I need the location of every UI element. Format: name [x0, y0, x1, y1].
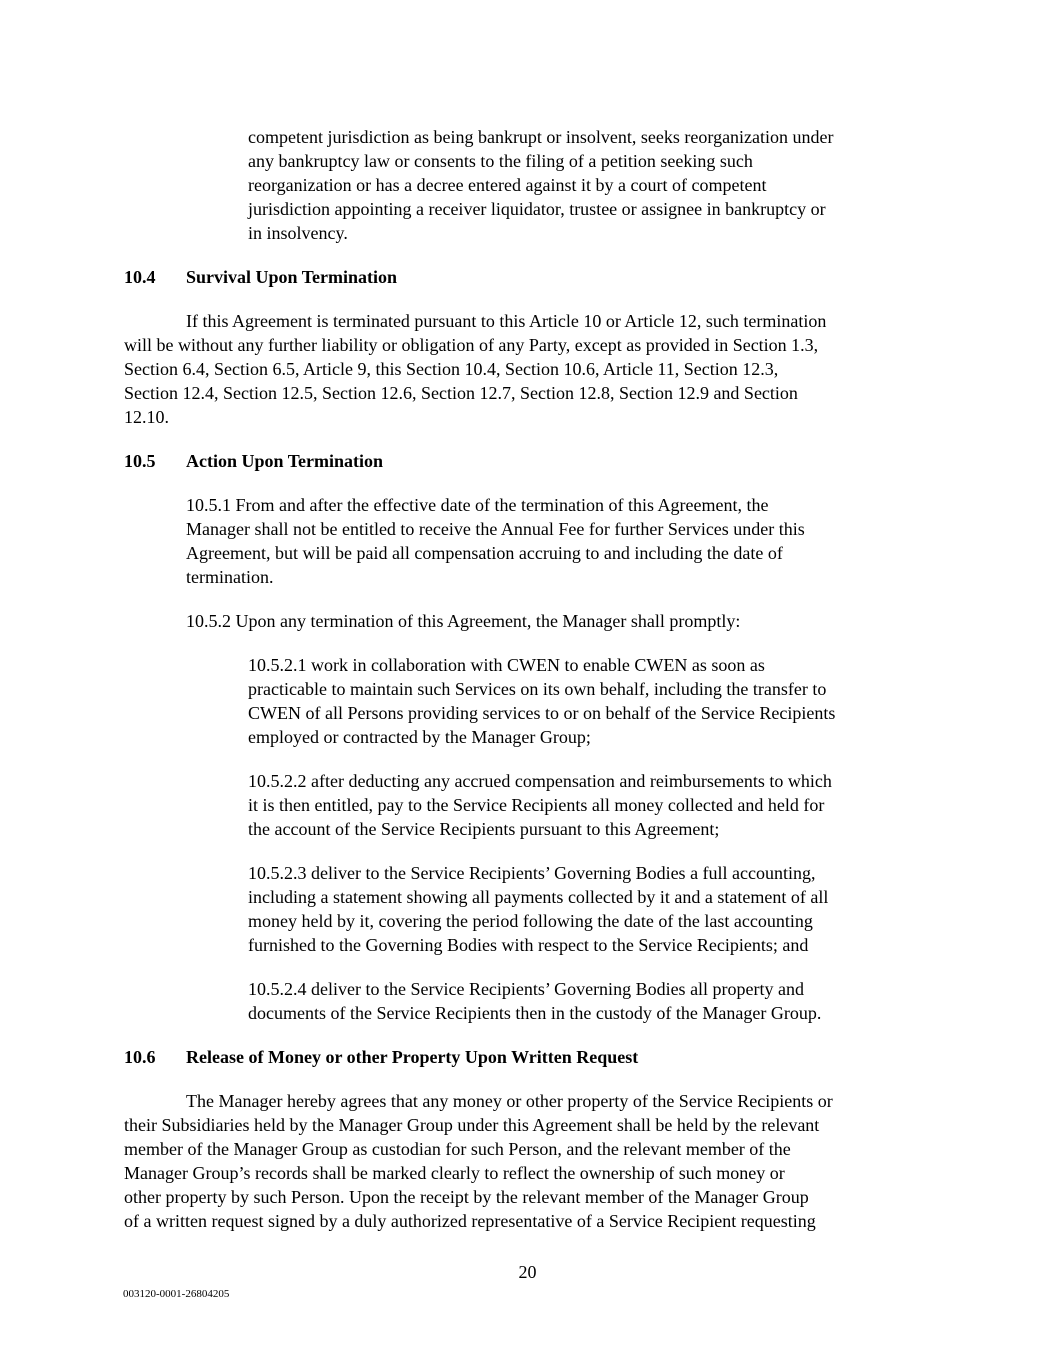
paragraph-line: 10.5.2.4 deliver to the Service Recipients’ Governing Bodies all property and: [248, 979, 805, 999]
paragraph-line: practicable to maintain such Services on its own behalf, including the transfer to: [248, 679, 827, 699]
paragraph-line: CWEN of all Persons providing services to or on behalf of the Service Recipients: [248, 703, 836, 723]
paragraph-line: 10.5.2 Upon any termination of this Agreement, the Manager shall promptly:: [186, 611, 741, 631]
paragraph-line: of a written request signed by a duly authorized representative of a Service Recipient requesting: [124, 1211, 816, 1231]
clause-10-5-2-2: [248, 769, 832, 841]
paragraph-line: 10.5.1 From and after the effective date of the termination of this Agreement, the: [186, 495, 769, 515]
paragraph-line: If this Agreement is terminated pursuant to this Article 10 or Article 12, such termination: [186, 311, 827, 331]
paragraph-line: Manager Group’s records shall be marked clearly to reflect the ownership of such money or: [124, 1163, 785, 1183]
intro-line: jurisdiction appointing a receiver liquidator, trustee or assignee in bankruptcy or: [248, 199, 826, 219]
intro-paragraph: [248, 125, 834, 245]
intro-line: reorganization or has a decree entered against it by a court of competent: [248, 175, 767, 195]
paragraph-line: will be without any further liability or obligation of any Party, except as provided in Section 1.3,: [124, 335, 819, 355]
paragraph-line: Manager shall not be entitled to receive the Annual Fee for further Services under this: [186, 519, 805, 539]
paragraph-line: documents of the Service Recipients then in the custody of the Manager Group.: [248, 1003, 822, 1023]
paragraph-line: 10.5.2.2 after deducting any accrued compensation and reimbursements to which: [248, 771, 832, 791]
section-10-4-paragraph: [124, 309, 826, 429]
section-title: Survival Upon Termination: [186, 267, 398, 287]
paragraph-line: Section 12.4, Section 12.5, Section 12.6, Section 12.7, Section 12.8, Section 12.9 and Section: [124, 383, 798, 403]
clause-10-5-2-1: [248, 653, 835, 749]
paragraph-line: 12.10.: [124, 407, 169, 427]
paragraph-line: 10.5.2.3 deliver to the Service Recipients’ Governing Bodies a full accounting,: [248, 863, 816, 883]
section-10-6-paragraph: [124, 1089, 833, 1233]
intro-line: in insolvency.: [248, 223, 348, 243]
intro-line: competent jurisdiction as being bankrupt or insolvent, seeks reorganization under: [248, 127, 834, 147]
paragraph-line: their Subsidiaries held by the Manager Group under this Agreement shall be held by the relevant: [124, 1115, 820, 1135]
clause-10-5-2-4: [248, 977, 821, 1025]
intro-line: any bankruptcy law or consents to the filing of a petition seeking such: [248, 151, 753, 171]
clause-10-5-2: [186, 609, 740, 633]
section-10-5-heading: [124, 449, 383, 473]
paragraph-line: including a statement showing all payments collected by it and a statement of all: [248, 887, 829, 907]
document-id: 003120-0001-26804205: [123, 1288, 230, 1300]
clause-10-5-2-3: [248, 861, 828, 957]
paragraph-line: Section 6.4, Section 6.5, Article 9, this Section 10.4, Section 10.6, Article 11, Section 12.3,: [124, 359, 779, 379]
page-number: 20: [518, 1262, 537, 1282]
paragraph-line: it is then entitled, pay to the Service Recipients all money collected and held for: [248, 795, 825, 815]
paragraph-line: member of the Manager Group as custodian for such Person, and the relevant member of the: [124, 1139, 791, 1159]
section-number: 10.6: [124, 1047, 156, 1067]
section-number: 10.4: [124, 267, 156, 287]
paragraph-line: 10.5.2.1 work in collaboration with CWEN to enable CWEN as soon as: [248, 655, 765, 675]
paragraph-line: The Manager hereby agrees that any money or other property of the Service Recipients or: [186, 1091, 833, 1111]
paragraph-line: the account of the Service Recipients pursuant to this Agreement;: [248, 819, 720, 839]
paragraph-line: money held by it, covering the period following the date of the last accounting: [248, 911, 813, 931]
clause-10-5-1: [186, 493, 805, 589]
paragraph-line: Agreement, but will be paid all compensation accruing to and including the date of: [186, 543, 783, 563]
paragraph-line: employed or contracted by the Manager Group;: [248, 727, 591, 747]
section-number: 10.5: [124, 451, 156, 471]
paragraph-line: termination.: [186, 567, 274, 587]
section-10-6-heading: [124, 1045, 638, 1069]
section-10-4-heading: [124, 265, 397, 289]
section-title: Release of Money or other Property Upon Written Request: [186, 1047, 639, 1067]
paragraph-line: other property by such Person. Upon the receipt by the relevant member of the Manager Group: [124, 1187, 809, 1207]
section-title: Action Upon Termination: [186, 451, 384, 471]
paragraph-line: furnished to the Governing Bodies with respect to the Service Recipients; and: [248, 935, 809, 955]
